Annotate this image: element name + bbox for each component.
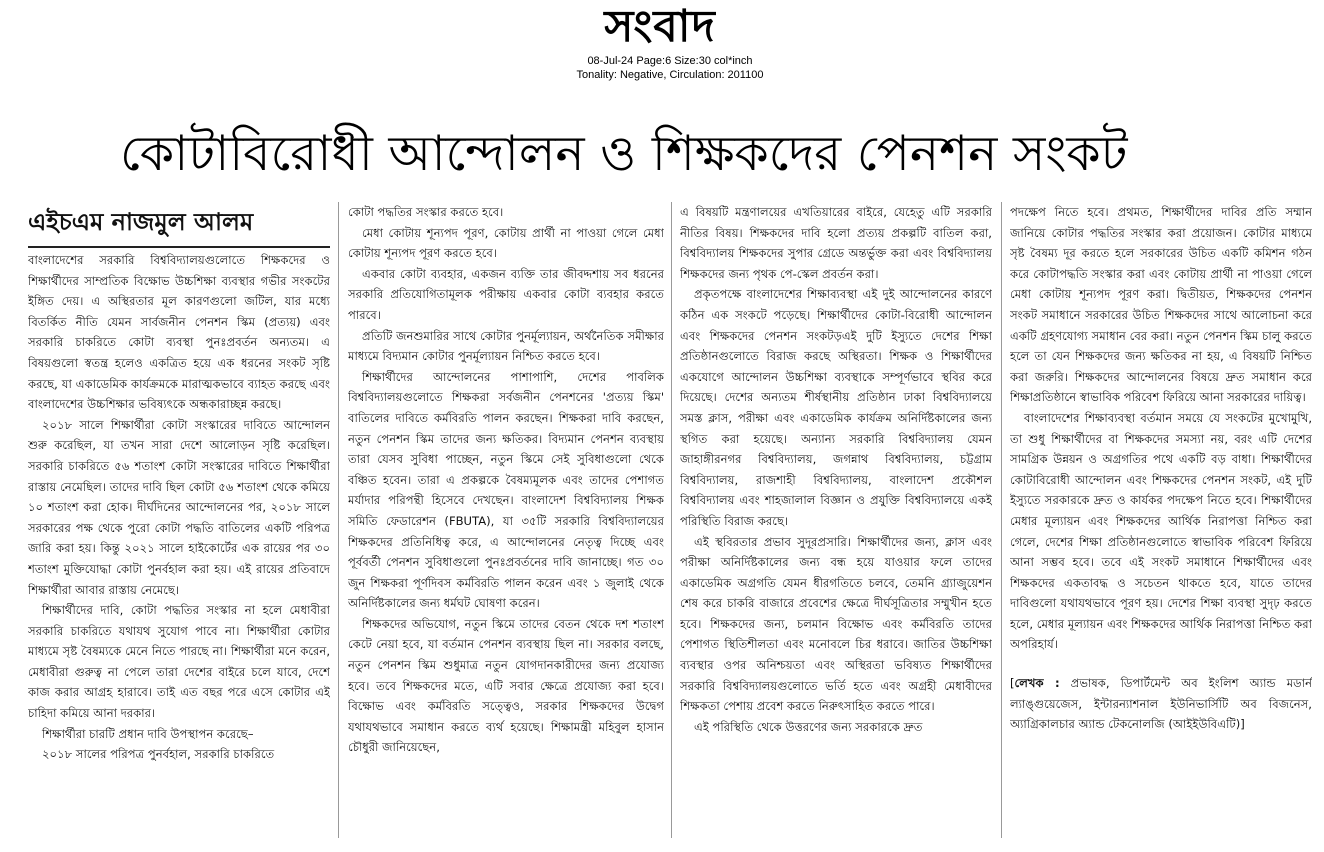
paragraph: মেধা কোটায় শূন্যপদ পূরণ, কোটায় প্রার্থী না পাওয়া গেলে মেধা কোটায় শূন্যপদ পূরণ করতে হবে। [348, 225, 664, 261]
paragraph: শিক্ষার্থীদের দাবি, কোটা পদ্ধতির সংস্কার না হলে মেধাবীরা সরকারি চাকরিতে যথাযথ সুযোগ পাবে না। শিক্ষার্থীরা কোটার মাধ্যমে সৃষ্ট বৈষম্যকে মেনে নিতে পারছে না। শিক্ষার্থীরা মনে করেন, মেধাবীরা গুরুত্ব না পেলে তারা দেশের বাইরে চলে যাবে, দেশে কাজ করার আগ্রহ হারাবে। তাই এত বছর পরে এসে কোটার এই চাহিদা কমিয়ে আনা দরকার। [28, 603, 330, 721]
column-divider [338, 202, 339, 838]
column-divider [1001, 202, 1002, 838]
paragraph: শিক্ষার্থীরা চারটি প্রধান দাবি উপস্থাপন করেছে– [42, 726, 254, 741]
paragraph: কোটা পদ্ধতির সংস্কার করতে হবে। [348, 205, 504, 219]
paragraph: প্রতিটি জনশুমারির সাথে কোটার পুনর্মূল্যায়ন, অর্থনৈতিক সমীক্ষার মাধ্যমে বিদ্যমান কোটার পুনর্মূল্যায়ন নিশ্চিত করতে হবে। [348, 328, 664, 364]
clipping-meta [555, 54, 785, 82]
paragraph: পদক্ষেপ নিতে হবে। প্রথমত, শিক্ষার্থীদের দাবির প্রতি সম্মান জানিয়ে কোটার পদ্ধতির সংস্কার করা প্রয়োজন। কোটার মাধ্যমে সৃষ্ট বৈষম্য দূর করতে হলে সরকারের উচিত একটি কমিশন গঠন করে কোটাপদ্ধতি সংস্কার করা এবং কোটায় প্রার্থী না পাওয়া গেলে মেধা কোটায় শূন্যপদ পূরণ করা। দ্বিতীয়ত, শিক্ষকদের পেনশন সংকট সমাধানে সরকারের উচিত শিক্ষকদের সাথে আলোচনা করে একটি গ্রহণযোগ্য সমাধান বের করা। নতুন পেনশন স্কিম চালু করতে হলে তা যেন শিক্ষকদের জন্য ক্ষতিকর না হয়, এ বিষয়টি নিশ্চিত করা জরুরি। শিক্ষকদের আন্দোলনের বিষয়ে দ্রুত সমাধান করে শিক্ষাপ্রতিষ্ঠানে স্বাভাবিক পরিবেশ ফিরিয়ে আনা সরকারের দায়িত্ব। [1010, 205, 1312, 405]
article-column-2 [348, 202, 664, 842]
article-byline: এইচএম নাজমুল আলম [28, 202, 330, 248]
clipping-meta-line2: Tonality: Negative, Circulation: 201100 [576, 69, 764, 81]
author-credit: [লেখক : প্রভাষক, ডিপার্টমেন্ট অব ইংলিশ অ্যান্ড মডার্ন ল্যাঙ্গুয়েজেস, ইন্টারন্যাশনাল ইউনিভার্সিটি অব বিজনেস, অ্যাগ্রিকালচার অ্যান্ড টেকনোলজি (আইইউবিএটি)] [1010, 676, 1312, 732]
paragraph: ২০১৮ সালে শিক্ষার্থীরা কোটা সংস্কারের দাবিতে আন্দোলন শুরু করেছিল, যা তখন সারা দেশে আলোড়ন সৃষ্টি করেছিল। সরকারি চাকরিতে ৫৬ শতাংশ কোটা সংস্কারের দাবিতে শিক্ষার্থীরা রাস্তায় নেমেছিল। তাদের দাবি ছিল কোটা ৫৬ শতাংশ থেকে কমিয়ে ১০ শতাংশ করা হোক। দীর্ঘদিনের আন্দোলনের পর, ২০১৮ সালে সরকারের পক্ষ থেকে পুরো কোটা পদ্ধতি বাতিলের একটি পরিপত্র জারি করা হয়। কিন্তু ২০২১ সালে হাইকোর্টের এক রায়ের পর ৩০ শতাংশ মুক্তিযোদ্ধা কোটা পুনর্বহাল করা হয়। এই রায়ের প্রতিবাদে শিক্ষার্থীরা আবার রাস্তায় নেমেছে। [28, 417, 330, 597]
paragraph: প্রকৃতপক্ষে বাংলাদেশের শিক্ষাব্যবস্থা এই দুই আন্দোলনের কারণে কঠিন এক সংকটে পড়েছে। শিক্ষার্থীদের কোটা-বিরোধী আন্দোলন এবং শিক্ষকদের পেনশন সংকটড়এই দুটি ইস্যুতে দেশের শিক্ষা প্রতিষ্ঠানগুলোতে বিরাজ করছে অস্থিরতা। শিক্ষক ও শিক্ষার্থীদের একযোগে আন্দোলন উচ্চশিক্ষা ব্যবস্থাকে সম্পূর্ণভাবে স্থবির করে দিয়েছে। দেশের অন্যতম শীর্ষস্থানীয় প্রতিষ্ঠান ঢাকা বিশ্ববিদ্যালয়ে সমস্ত ক্লাস, পরীক্ষা এবং একাডেমিক কার্যক্রম অনির্দিষ্টকালের জন্য স্থগিত করা হয়েছে। অন্যান্য সরকারি বিশ্ববিদ্যালয় যেমন জাহাঙ্গীরনগর বিশ্ববিদ্যালয়, জগন্নাথ বিশ্ববিদ্যালয়, চট্টগ্রাম বিশ্ববিদ্যালয়, রাজশাহী বিশ্ববিদ্যালয়, বাংলাদেশ প্রকৌশল বিশ্ববিদ্যালয় এবং শাহজালাল বিজ্ঞান ও প্রযুক্তি বিশ্ববিদ্যালয়ে একই পরিস্থিতি বিরাজ করছে। [680, 287, 992, 528]
article-headline: কোটাবিরোধী আন্দোলন ও শিক্ষকদের পেনশন সংকট [120, 125, 1128, 182]
author-credit-label: লেখক : [1014, 676, 1060, 691]
paragraph: ২০১৮ সালের পরিপত্র পুনর্বহাল, সরকারি চাকরিতে [42, 747, 275, 762]
paragraph: বাংলাদেশের সরকারি বিশ্ববিদ্যালয়গুলোতে শিক্ষকদের ও শিক্ষার্থীদের সাম্প্রতিক বিক্ষোভ উচ্চশিক্ষা ব্যবস্থার গভীর সংকটের ইঙ্গিত দেয়। এ অস্থিরতার মূল কারণগুলো জটিল, যার মধ্যে বিতর্কিত নীতি যেমন সার্বজনীন পেনশন স্কিম (প্রত্যয়) এবং সরকারি চাকরিতে কোটা ব্যবস্থা পুনঃপ্রবর্তন অন্যতম। এ বিষয়গুলো স্বতন্ত্র হলেও একত্রিত হয়ে এক ধরনের সংকট সৃষ্টি করছে, যা একাডেমিক কার্যক্রমকে মারাত্মকভাবে ব্যাহত করছে এবং বাংলাদেশের উচ্চশিক্ষার ভবিষ্যৎকে অন্ধকারাচ্ছন্ন করছে। [28, 253, 330, 412]
paragraph: শিক্ষকদের অভিযোগ, নতুন স্কিমে তাদের বেতন থেকে দশ শতাংশ কেটে নেয়া হবে, যা বর্তমান পেনশন ব্যবস্থায় ছিল না। সরকার বলছে, নতুন পেনশন স্কিম শুধুমাত্র নতুন যোগদানকারীদের জন্য প্রযোজ্য হবে। তবে শিক্ষকদের মতে, এটি সবার ক্ষেত্রে প্রযোজ্য করা হবে। বিক্ষোভ এবং কর্মবিরতি সত্ত্বেও, সরকার শিক্ষকদের উদ্বেগ যথাযথভাবে সমাধান করতে ব্যর্থ হয়েছে। শিক্ষামন্ত্রী মহিবুল হাসান চৌধুরী জানিয়েছেন, [348, 616, 664, 755]
paragraph: বাংলাদেশের শিক্ষাব্যবস্থা বর্তমান সময়ে যে সংকটের মুখোমুখি, তা শুধু শিক্ষার্থীদের বা শিক্ষকদের সমস্যা নয়, বরং এটি দেশের সামগ্রিক উন্নয়ন ও অগ্রগতির পথে একটি বড় বাধা। শিক্ষার্থীদের কোটাবিরোধী আন্দোলন এবং শিক্ষকদের পেনশন সংকট, এই দুটি ইস্যুতে সরকারকে দ্রুত ও কার্যকর পদক্ষেপ নিতে হবে। শিক্ষার্থীদের মেধার মূল্যায়ন এবং শিক্ষকদের আর্থিক নিরাপত্তা নিশ্চিত করা গেলে, দেশের শিক্ষা প্রতিষ্ঠানগুলোতে স্বাভাবিক পরিবেশ ফিরিয়ে আনা সম্ভব হবে। তবে এই সংকট সমাধানে শিক্ষার্থীদের এবং শিক্ষকদের একতাবদ্ধ ও সচেতন থাকতে হবে, যাতে তাদের দাবিগুলো যথাযথভাবে পূরণ হয়। দেশের শিক্ষা ব্যবস্থা সুদৃঢ় করতে হলে, মেধার মূল্যায়ন এবং শিক্ষকদের আর্থিক নিরাপত্তা নিশ্চিত করা অপরিহার্য। [1010, 410, 1312, 652]
paragraph: একবার কোটা ব্যবহার, একজন ব্যক্তি তার জীবদ্দশায় সব ধরনের সরকারি প্রতিযোগিতামূলক পরীক্ষায় একবার কোটা ব্যবহার করতে পারবে। [348, 266, 664, 322]
article-column-3 [680, 202, 992, 842]
newspaper-masthead: সংবাদ [604, 1, 716, 52]
clipping-meta-line1: 08-Jul-24 Page:6 Size:30 col*inch [587, 55, 753, 67]
paragraph: এ বিষয়টি মন্ত্রণালয়ের এখতিয়ারের বাইরে, যেহেতু এটি সরকারি নীতির বিষয়। শিক্ষকদের দাবি হলো প্রত্যয় প্রকল্পটি বাতিল করা, বিশ্ববিদ্যালয় শিক্ষকদের সুপার গ্রেডে অন্তর্ভুক্ত করা এবং বিশ্ববিদ্যালয় শিক্ষকদের জন্য পৃথক পে-স্কেল প্রবর্তন করা। [680, 205, 992, 281]
column-divider [671, 202, 672, 838]
paragraph: এই পরিস্থিতি থেকে উত্তরণের জন্য সরকারকে দ্রুত [694, 719, 923, 734]
paragraph: শিক্ষার্থীদের আন্দোলনের পাশাপাশি, দেশের পাবলিক বিশ্ববিদ্যালয়গুলোতে শিক্ষকরা সর্বজনীন পেনশনের 'প্রত্যয় স্কিম' বাতিলের দাবিতে কর্মবিরতি পালন করছেন। শিক্ষকরা দাবি করছেন, নতুন পেনশন স্কিম তাদের জন্য ক্ষতিকর। বিদ্যমান পেনশন ব্যবস্থায় তারা যেসব সুবিধা পাচ্ছেন, নতুন স্কিমে সেই সুবিধাগুলো থেকে বঞ্চিত হবেন। তারা এ প্রকল্পকে বৈষম্যমূলক এবং তাদের পেশাগত মর্যাদার পরিপন্থী হিসেবে দেখছেন। বাংলাদেশ বিশ্ববিদ্যালয় শিক্ষক সমিতি ফেডারেশন (FBUTA), যা ৩৫টি সরকারি বিশ্ববিদ্যালয়ের শিক্ষকদের প্রতিনিধিত্ব করে, এ আন্দোলনের নেতৃত্ব দিচ্ছে এবং পূর্ববর্তী পেনশন সুবিধাগুলো পুনঃপ্রবর্তনের দাবি জানাচ্ছে। গত ৩০ জুন শিক্ষকরা পূর্ণদিবস কর্মবিরতি পালন করেন এবং ১ জুলাই থেকে অনির্দিষ্টকালের জন্য ধর্মঘট ঘোষণা করেন। [348, 369, 664, 611]
article-column-4 [1010, 202, 1312, 842]
author-credit-text: প্রভাষক, ডিপার্টমেন্ট অব ইংলিশ অ্যান্ড মডার্ন ল্যাঙ্গুয়েজেস, ইন্টারন্যাশনাল ইউনিভার্সিটি অব বিজনেস, অ্যাগ্রিকালচার অ্যান্ড টেকনোলজি (আইইউবিএটি)] [1010, 676, 1312, 732]
paragraph: এই স্থবিরতার প্রভাব সুদূরপ্রসারি। শিক্ষার্থীদের জন্য, ক্লাস এবং পরীক্ষা অনির্দিষ্টকালের জন্য বন্ধ হয়ে যাওয়ার ফলে তাদের একাডেমিক অগ্রগতি যেমন ধীরগতিতে চলবে, তেমনি গ্র্যাজুয়েশন শেষ করে চাকরি বাজারে প্রবেশের ক্ষেত্রে দীর্ঘসূত্রিতার সম্মুখীন হতে হবে। শিক্ষকদের জন্য, চলমান বিক্ষোভ এবং কর্মবিরতি তাদের পেশাগত স্থিতিশীলতা এবং মনোবলে চির ধরাবে। জাতির উচ্চশিক্ষা ব্যবস্থার ওপর অনিশ্চয়তা এবং অস্থিরতা ভবিষ্যত শিক্ষার্থীদের সরকারি বিশ্ববিদ্যালয়গুলোতে ভর্তি হতে এবং অগ্রহী মেধাবীদের শিক্ষকতা পেশায় প্রবেশ করতে নিরুৎসাহিত করতে পারে। [680, 534, 992, 714]
article-column-1 [28, 250, 330, 840]
